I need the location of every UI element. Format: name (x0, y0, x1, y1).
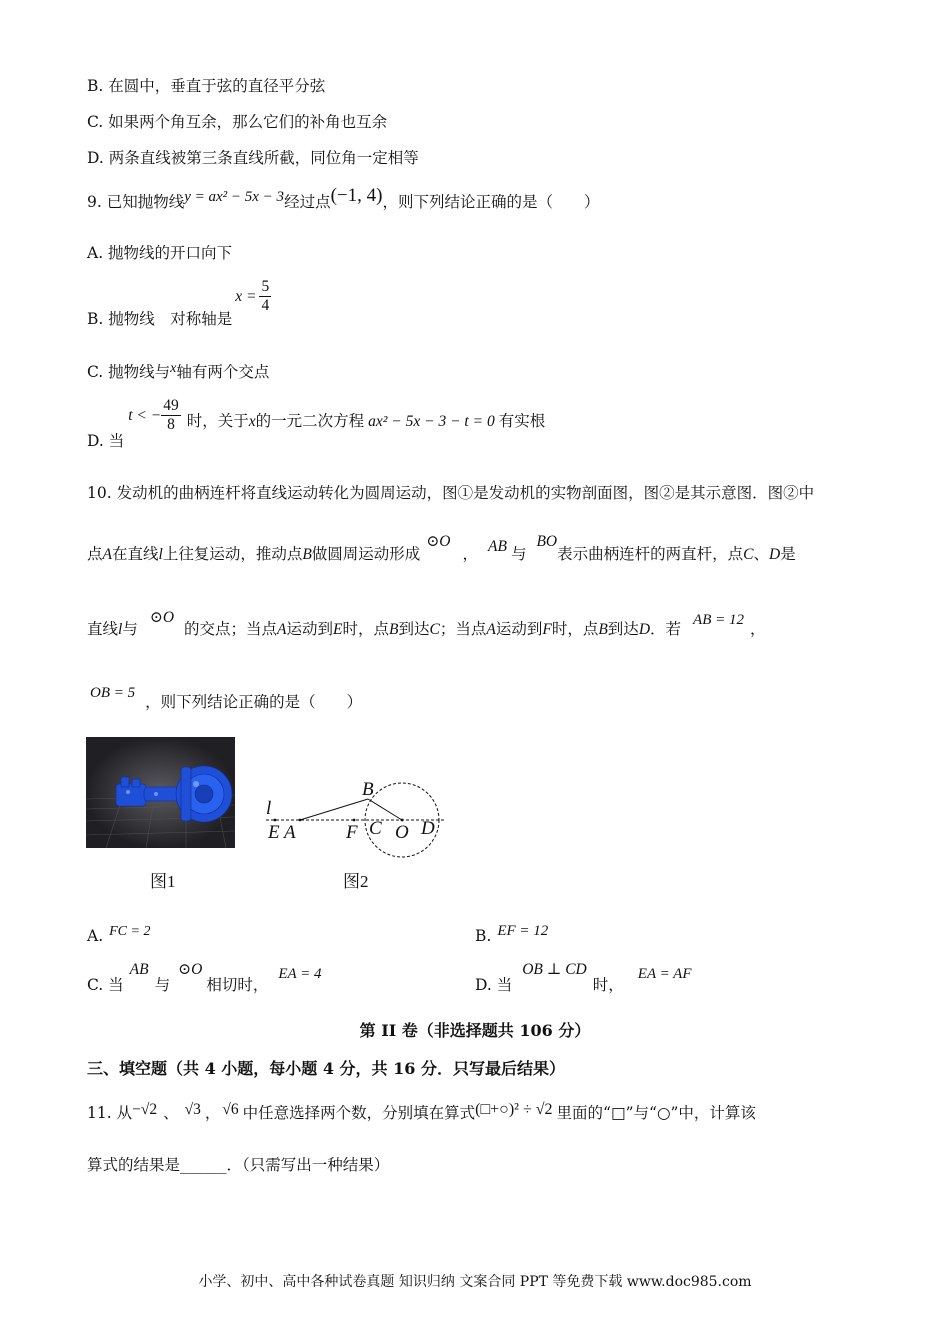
q10-text: 的交点；当点 (184, 620, 278, 638)
q10-ab-equals-12: AB = 12 (693, 612, 744, 628)
q11-expression: (□+○)² ÷ √2 (475, 1101, 553, 1118)
q9-option-b-den: 4 (261, 297, 270, 314)
label-b: B (362, 779, 374, 800)
q9-option-c-pre: C. 抛物线与 (87, 363, 171, 381)
q9-option-d-num: 49 (163, 397, 179, 414)
q10-text: 运动到 (286, 620, 334, 638)
label-f: F (346, 822, 358, 843)
q10-option-c (87, 957, 322, 994)
q9-option-b-num: 5 (261, 278, 270, 295)
q10-line-l: l (158, 546, 163, 563)
q10-comma: ， (749, 620, 766, 638)
q10-line2 (87, 533, 796, 565)
point-e-dot (274, 819, 277, 822)
label-d: D (421, 818, 435, 839)
q9-option-d-eq: ax² − 5x − 3 − t = 0 (368, 412, 495, 430)
q10-text: 表示曲柄连杆的两直杆，点 (557, 545, 744, 563)
figure1-caption: 图1 (150, 872, 176, 891)
q10-text: 点 (87, 545, 103, 563)
q10-line1: 10. 发动机的曲柄连杆将直线运动转化为圆周运动，图①是发动机的实物剖面图，图②是其示意图．图②中 (87, 484, 815, 502)
q10-text: ．若 (650, 620, 682, 638)
q10-option-a-eq: FC = 2 (109, 924, 151, 939)
q9-option-d-den: 8 (167, 416, 175, 433)
q10-circle-o: ⊙O (426, 533, 451, 550)
q10-point-a: A (486, 621, 496, 638)
q11-line2: 算式的结果是______．（只需写出一种结果） (87, 1156, 390, 1174)
q10-text: 时，点 (551, 620, 599, 638)
q9-option-d-x: x (248, 412, 256, 430)
q10-text: 与 (122, 620, 138, 638)
part2-title: 第 II 卷（非选择题共 106 分） (359, 1021, 591, 1040)
q10-text: 做圆周运动形成 (311, 545, 421, 563)
q10-option-d-pre: D. 当 (475, 976, 513, 994)
q9-option-d-t: t < − (128, 406, 162, 424)
q11-line1 (87, 1103, 756, 1124)
q10-point-e: E (333, 621, 343, 638)
label-a: A (284, 822, 296, 843)
q10-comma: ， (462, 545, 479, 563)
q9-stem (87, 185, 600, 213)
q10-circle-o: ⊙O (149, 609, 175, 626)
q11-sqrt3: √3 (184, 1101, 201, 1118)
q10-option-c-eq: EA = 4 (278, 966, 322, 982)
q10-option-c-circle: ⊙O (178, 961, 203, 978)
q9-option-b-pre: B. 抛物线 对称轴是 (87, 309, 233, 328)
q10-text: 到达 (398, 620, 430, 638)
q9-equation: y = ax² − 5x − 3 (184, 189, 285, 205)
q9-option-c-post: 轴有两个交点 (176, 363, 270, 381)
q10-option-d-mid: 时， (592, 976, 624, 994)
q10-bo: BO (536, 533, 558, 550)
q9-option-d-post: 有实根 (498, 411, 546, 430)
q10-point-b: B (598, 621, 608, 638)
q11-sep: ， (204, 1104, 221, 1122)
q9-stem-mid: 经过点 (284, 193, 331, 211)
q10-point-a: A (277, 621, 287, 638)
q10-point-c: C (429, 621, 440, 638)
crank-diagram (258, 772, 448, 862)
q9-option-c-x: x (170, 361, 177, 376)
q10-point-b: B (302, 546, 312, 563)
q10-point-f: F (542, 621, 552, 638)
q10-ab: AB (488, 538, 507, 555)
page-footer: 小学、初中、高中各种试卷真题 知识归纳 文案合同 PPT 等免费下载 www.doc985.com (198, 1274, 752, 1290)
q10-option-a-pre: A. (87, 927, 104, 945)
q10-option-c-yu: 与 (154, 976, 171, 994)
q8-option-c: C. 如果两个角互余，那么它们的补角也互余 (87, 113, 388, 131)
q10-text: ，则下列结论正确的是（ ） (145, 693, 363, 711)
q10-text: 上往复运动，推动点 (162, 545, 303, 563)
q9-option-d-fraction (161, 397, 181, 434)
q11-post: 里面的“□”与“○”中，计算该 (556, 1104, 756, 1122)
engine-photo (86, 737, 235, 848)
q9-option-b-fraction (259, 278, 271, 315)
q9-stem-post: ，则下列结论正确的是（ ） (382, 193, 600, 211)
label-c: C (369, 818, 382, 839)
q10-text: 运动到 (495, 620, 543, 638)
q11-sqrt6: √6 (222, 1101, 239, 1118)
q10-option-c-mid: 相切时， (206, 976, 269, 994)
figure2-caption: 图2 (343, 872, 369, 891)
q9-stem-pre: 9. 已知抛物线 (87, 193, 185, 211)
q10-line4 (87, 685, 363, 713)
point-o-dot (401, 819, 404, 822)
q9-option-d-mid2: 的一元二次方程 (255, 411, 365, 430)
q10-line-l: l (118, 621, 123, 638)
q11-sep: 、 (163, 1104, 179, 1122)
q10-text: 直线 (87, 620, 119, 638)
q9-option-c (87, 362, 269, 384)
q8-option-b: B. 在圆中，垂直于弦的直径平分弦 (87, 77, 326, 95)
q10-option-b (475, 921, 549, 945)
q9-option-d-pre: D. 当 (87, 431, 125, 450)
q10-text: 时，点 (342, 620, 390, 638)
q9-option-b (87, 278, 271, 328)
q10-text: 在直线 (111, 545, 159, 563)
q11-pre: 11. 从 (87, 1104, 133, 1122)
q9-point: (−1, 4) (330, 185, 383, 206)
q10-option-d-eq: EA = AF (637, 966, 692, 982)
q10-point-d: D (769, 546, 781, 563)
label-e: E (268, 822, 280, 843)
q10-option-c-pre: C. 当 (87, 976, 124, 994)
q10-text: ；当点 (439, 620, 487, 638)
q10-point-d: D (638, 621, 651, 638)
q10-option-c-ab: AB (129, 961, 149, 978)
q9-option-a: A. 抛物线的开口向下 (87, 244, 233, 262)
q10-text: 是 (780, 545, 796, 563)
q10-option-d (475, 957, 692, 994)
segment-bo (368, 799, 402, 820)
segment-ab (300, 799, 368, 820)
label-l: l (266, 798, 272, 819)
section3-heading: 三、填空题（共 4 小题，每小题 4 分，共 16 分．只写最后结果） (87, 1059, 565, 1078)
q9-option-d-mid: 时，关于 (186, 411, 249, 430)
q9-option-d (87, 397, 546, 450)
q10-option-d-perp: OB ⊥ CD (522, 961, 587, 978)
q10-ob-equals-5: OB = 5 (90, 685, 136, 701)
label-o: O (395, 822, 409, 843)
q10-text: 到达 (607, 620, 639, 638)
q11-mid: 中任意选择两个数，分别填在算式 (242, 1104, 476, 1122)
q10-option-a (87, 921, 151, 945)
q10-text: 、 (753, 545, 770, 563)
point-f-dot (353, 819, 356, 822)
q10-option-b-pre: B. (475, 927, 492, 945)
q10-text: 与 (510, 545, 527, 563)
engine-photo-graphic (86, 737, 235, 848)
q11-neg-sqrt2: −√2 (132, 1101, 158, 1118)
q9-option-b-x: x = (235, 287, 257, 305)
q10-option-b-eq: EF = 12 (497, 923, 549, 939)
q10-point-b: B (389, 621, 399, 638)
q8-option-d: D. 两条直线被第三条直线所截，同位角一定相等 (87, 149, 419, 167)
q10-line3 (87, 609, 766, 640)
point-a-dot (299, 819, 302, 822)
q10-point-c: C (743, 546, 754, 563)
q10-point-a: A (102, 546, 112, 563)
